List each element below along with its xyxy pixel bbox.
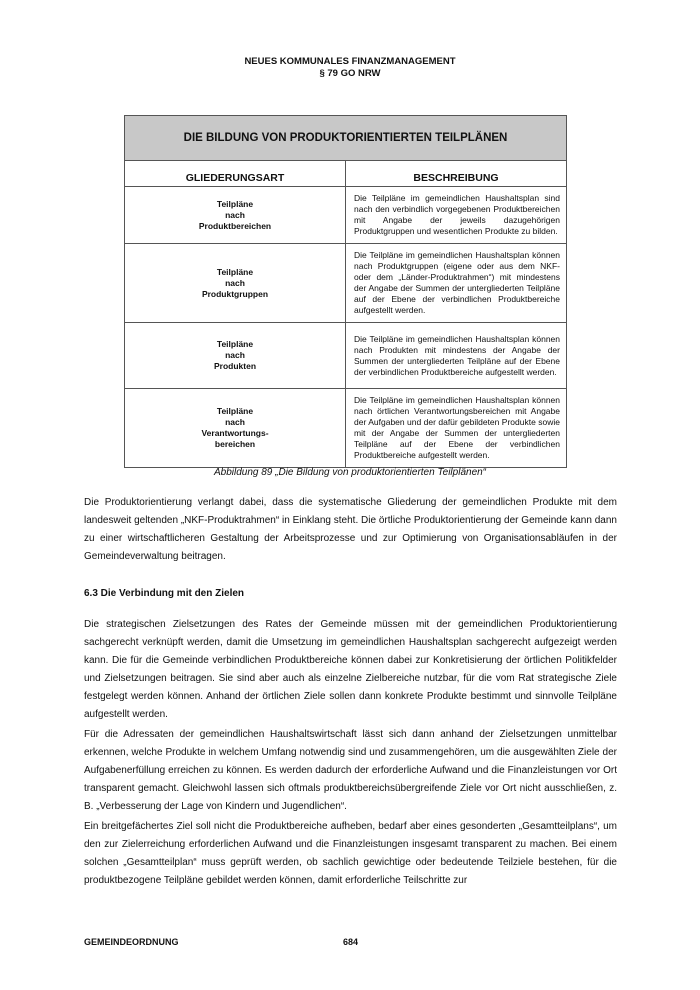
type-line: Produktgruppen xyxy=(201,288,269,299)
type-line: nach xyxy=(225,209,245,220)
header-title: NEUES KOMMUNALES FINANZMANAGEMENT xyxy=(244,56,456,67)
paragraph xyxy=(84,494,617,566)
paragraph xyxy=(84,818,617,890)
footer-left: GEMEINDEORDNUNG xyxy=(84,937,179,947)
row-type xyxy=(125,187,346,244)
row-description: Die Teilpläne im gemeindlichen Haushaltsplan können nach Produkten mit mindestens der Angabe der Summen der untergliederten Teilpläne auf der Ebene der verbindlichen Produktbereiche aufgestellt werden. xyxy=(346,323,567,389)
section-heading: 6.3 Die Verbindung mit den Zielen xyxy=(84,588,245,599)
type-line: nach xyxy=(225,350,245,360)
type-line: Teilpläne xyxy=(216,406,254,416)
type-line: Teilpläne xyxy=(216,266,254,277)
figure-title: DIE BILDUNG VON PRODUKTORIENTIERTEN TEILPLÄNEN xyxy=(125,116,567,161)
row-type xyxy=(125,244,346,323)
header-subtitle: § 79 GO NRW xyxy=(319,68,381,79)
paragraph-text: Die strategischen Zielsetzungen des Rates der Gemeinde müssen mit der gemeindlichen Produktorientierung sachgerecht verknüpft werden, damit die Umsetzung im gemeindlichen Haushaltsplan sachgerecht aufgezeigt werden kann. Die für die Gemeinde verbindlichen Produktbereiche können dabei zur Konkretisierung der örtlichen Politikfelder und Zielsetzungen beitragen. Sie sind aber auch als einzelne Zielbereiche nutzbar, für die vom Rat strategische Ziele festgelegt werden können. Anhand der örtlichen Ziele sollen dann konkrete Produkte bestimmt und sinnvolle Teilpläne aufgestellt werden. xyxy=(84,619,617,720)
type-line: Teilpläne xyxy=(216,198,254,209)
column-header-description: BESCHREIBUNG xyxy=(346,161,567,187)
page-number: 684 xyxy=(343,937,359,947)
paragraph-text: Die Produktorientierung verlangt dabei, dass die systematische Gliederung der gemeindlichen Produkte mit dem landesweit geltenden „NKF-Produktrahmen“ in Einklang steht. Die örtliche Produktorientierung der Gemeinde kann dann zu einer wirtschaftlicheren Gestaltung der Arbeitsprozesse und zur Optimierung von Organisationsabläufen in der Gemeindeverwaltung beitragen. xyxy=(84,497,617,562)
paragraph-text: Ein breitgefächertes Ziel soll nicht die Produktbereiche aufheben, bedarf aber eines gesonderten „Gesamtteilplans“, um den zur Zielerreichung erforderlichen Aufwand und die Finanzleistungen insgesamt transparent zu machen. Bei einem solchen „Gesamtteilplan“ muss geprüft werden, ob sachlich gewichtige oder bedeutende Teilziele bestehen, für die produktbezogene Teilpläne gebildet werden können, damit erforderliche Teilschritte zur xyxy=(84,821,617,886)
table-row xyxy=(125,323,567,389)
row-description: Die Teilpläne im gemeindlichen Haushaltsplan können nach örtlichen Verantwortungsbereichen mit Angabe der Aufgaben und der dafür gebildeten Produkte sowie mit der Angabe der Summen der untergliederten Teilpläne auf der Ebene der verbindlichen Produktbereiche aufgestellt werden. xyxy=(346,389,567,468)
type-line: bereichen xyxy=(214,439,256,449)
row-description: Die Teilpläne im gemeindlichen Haushaltsplan können nach Produktgruppen (eigene oder aus dem NKF- oder dem „Länder-Produktrahmen“) mit mindestens der Angabe der Summen der untergliederten Teilpläne auf der Ebene der verbindlichen Produktbereiche aufgestellt werden. xyxy=(346,244,567,323)
type-line: Teilpläne xyxy=(216,339,254,349)
row-description: Die Teilpläne im gemeindlichen Haushaltsplan sind nach den verbindlich vorgegebenen Produktbereichen mit Angabe der jeweils dazugehörigen Produktgruppen und wesentlichen Produkte zu bilden. xyxy=(346,187,567,244)
row-type xyxy=(125,323,346,389)
page-header xyxy=(0,56,700,80)
paragraph xyxy=(84,726,617,816)
table-row xyxy=(125,244,567,323)
figure-caption: Abbildung 89 „Die Bildung von produktorientierten Teilplänen“ xyxy=(213,467,487,478)
table-row xyxy=(125,389,567,468)
type-line: Verantwortungs- xyxy=(201,428,269,438)
figure-table xyxy=(124,115,567,468)
type-line: Produktbereichen xyxy=(198,220,272,231)
paragraph-text: Für die Adressaten der gemeindlichen Haushaltswirtschaft lässt sich dann anhand der Zielsetzungen unmittelbar erkennen, welche Produkte in welchem Umfang notwendig sind und zusammengehören, um die ausgewählten Ziele der Aufgabenerfüllung erreichen zu können. Es werden dadurch der erforderliche Aufwand und die Finanzleistungen vor Ort transparent gemacht. Gleichwohl lassen sich oftmals produktbereichsübergreifende Ziele vor Ort nicht ausschließen, z. B. „Verbesserung der Lage von Kindern und Jugendlichen“. xyxy=(84,729,617,812)
type-line: nach xyxy=(225,277,245,288)
column-header-type: GLIEDERUNGSART xyxy=(125,161,346,187)
type-line: Produkten xyxy=(213,361,257,371)
table-row xyxy=(125,187,567,244)
row-type xyxy=(125,389,346,468)
type-line: nach xyxy=(225,417,245,427)
paragraph xyxy=(84,616,617,724)
